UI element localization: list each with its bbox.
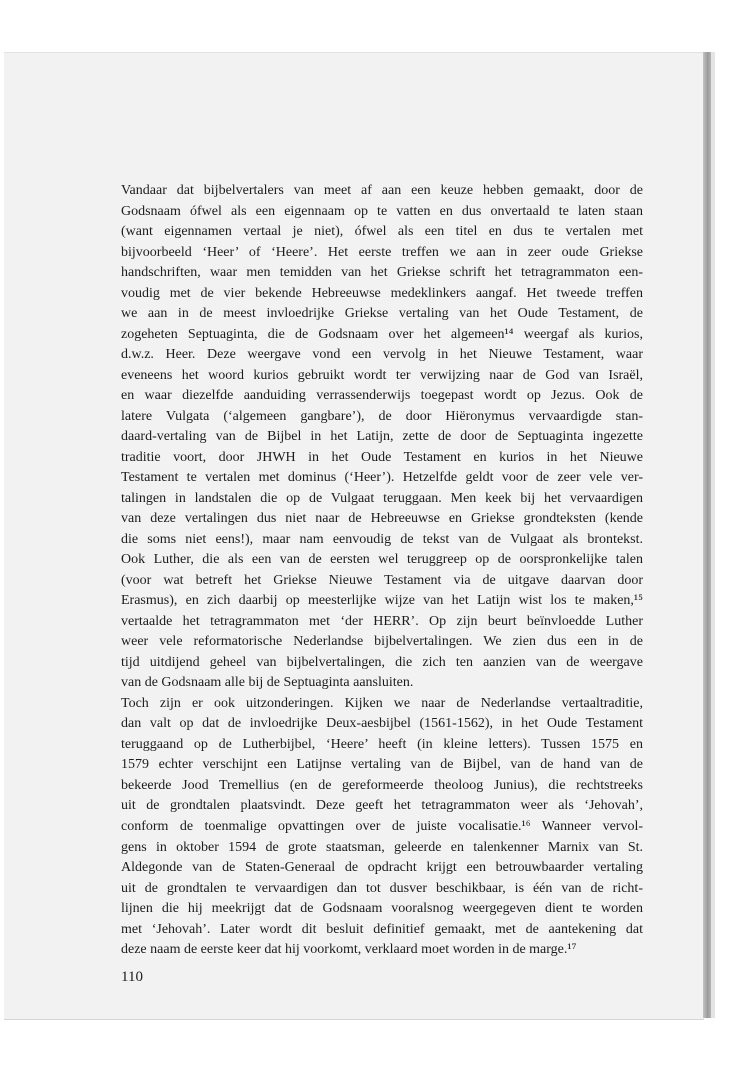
text-line: zogeheten Septuaginta, die de Godsnaam over het algemeen¹⁴ weergaf als kurios, bbox=[121, 326, 643, 342]
text-line: tijd uitdijend geheel van bijbelvertalingen, die zich ten aanzien van de weergave bbox=[121, 654, 643, 670]
text-line: d.w.z. Heer. Deze weergave vond een vervolg in het Nieuwe Testament, waar bbox=[121, 347, 643, 363]
text-line: bekeerde Jood Tremellius (en de gereformeerde theoloog Junius), die rechtstreeks bbox=[121, 777, 643, 793]
text-line: van de Godsnaam alle bij de Septuaginta aansluiten. bbox=[121, 675, 414, 691]
text-line: Testament te vertalen met dominus (‘Heer’). Hetzelfde geldt voor de zeer vele ver- bbox=[121, 470, 643, 486]
text-line: eveneens het woord kurios gebruikt wordt ter verwijzing naar de God van Israël, bbox=[121, 367, 643, 383]
page-number: 110 bbox=[121, 969, 143, 985]
text-line: lijnen die hij meekrijgt dat de Godsnaam vooralsnog weergegeven dient te worden bbox=[121, 901, 643, 917]
text-line: we aan in de meest invloedrijke Griekse vertaling van het Oude Testament, de bbox=[121, 306, 643, 322]
text-line: latere Vulgata (‘algemeen gangbare’), de door Hiëronymus vervaardigde stan- bbox=[121, 408, 643, 424]
text-line: Ook Luther, die als een van de eersten wel teruggreep op de oorspronkelijke talen bbox=[121, 552, 643, 568]
text-line: conform de toenmalige opvattingen over de juiste vocalisatie.¹⁶ Wanneer vervol- bbox=[121, 818, 643, 834]
book-page bbox=[4, 52, 704, 1019]
text-line: bijvoorbeeld ‘Heer’ of ‘Heere’. Het eerste treffen we aan in zeer oude Griekse bbox=[121, 244, 643, 260]
body-text bbox=[121, 181, 643, 961]
text-line: van deze vertalingen dus niet naar de Hebreeuwse en Griekse grondteksten (kende bbox=[121, 511, 643, 527]
text-line: weer vele reformatorische Nederlandse bijbelvertalingen. We zien dus een in de bbox=[121, 634, 643, 650]
text-line: met ‘Jehovah’. Later wordt dit besluit definitief gemaakt, met de aantekening dat bbox=[121, 921, 643, 937]
text-line: (voor wat betreft het Griekse Nieuwe Testament via de uitgave daarvan door bbox=[121, 572, 643, 588]
text-line: Godsnaam ófwel als een eigennaam op te vatten en dus onvertaald te laten staan bbox=[121, 203, 643, 219]
page-edge bbox=[711, 52, 715, 1018]
text-line: dan valt op dat de invloedrijke Deux-aesbijbel (1561-1562), in het Oude Testament bbox=[121, 716, 643, 732]
text-line: uit de grondtalen plaatsvindt. Deze geeft het tetragrammaton weer als ‘Jehovah’, bbox=[121, 798, 643, 814]
text-line: gens in oktober 1594 de grote staatsman, geleerde en talenkenner Marnix van St. bbox=[121, 839, 643, 855]
text-line: handschriften, waar men temidden van het Griekse schrift het tetragrammaton een- bbox=[121, 265, 643, 281]
text-line: uit de grondtalen te vervaardigen dan tot dusver beschikbaar, is één van de richt- bbox=[121, 880, 643, 896]
text-line: en waar diezelfde aanduiding verrassenderwijs toegepast wordt op Jezus. Ook de bbox=[121, 388, 643, 404]
text-line: vertaalde het tetragrammaton met ‘der HERR’. Op zijn beurt beïnvloedde Luther bbox=[121, 613, 643, 629]
text-line: deze naam de eerste keer dat hij voorkomt, verklaard moet worden in de marge.¹⁷ bbox=[121, 942, 577, 958]
text-line: Vandaar dat bijbelvertalers van meet af aan een keuze hebben gemaakt, door de bbox=[121, 183, 643, 198]
text-line: (want eigennamen vertaal je niet), ófwel als een titel en dus te vertalen met bbox=[121, 224, 643, 240]
text-line: voudig met de vier bekende Hebreeuwse medeklinkers aangaf. Het tweede treffen bbox=[121, 285, 643, 301]
text-line: 1579 echter verschijnt een Latijnse vertaling van de Bijbel, van de hand van de bbox=[121, 757, 643, 773]
text-line: Aldegonde van de Staten-Generaal de opdracht krijgt een betrouwbaarder vertaling bbox=[121, 860, 643, 876]
text-line: Erasmus), en zich daarbij op meesterlijke wijze van het Latijn wist los te maken,¹⁵ bbox=[121, 593, 643, 609]
text-line: traditie voort, door JHWH in het Oude Testament en kurios in het Nieuwe bbox=[121, 449, 643, 465]
text-line: Toch zijn er ook uitzonderingen. Kijken we naar de Nederlandse vertaaltraditie, bbox=[121, 695, 643, 711]
text-line: die soms niet eens!), maar nam eenvoudig de tekst van de Vulgaat als brontekst. bbox=[121, 531, 643, 547]
text-line: teruggaand op de Lutherbijbel, ‘Heere’ heeft (in kleine letters). Tussen 1575 en bbox=[121, 736, 643, 752]
text-line: talingen in landstalen die op de Vulgaat teruggaan. Men keek bij het vervaardigen bbox=[121, 490, 643, 506]
book-spine-shadow bbox=[703, 52, 711, 1018]
text-line: daard-vertaling van de Bijbel in het Latijn, zette de door de Septuaginta ingezette bbox=[121, 429, 643, 445]
